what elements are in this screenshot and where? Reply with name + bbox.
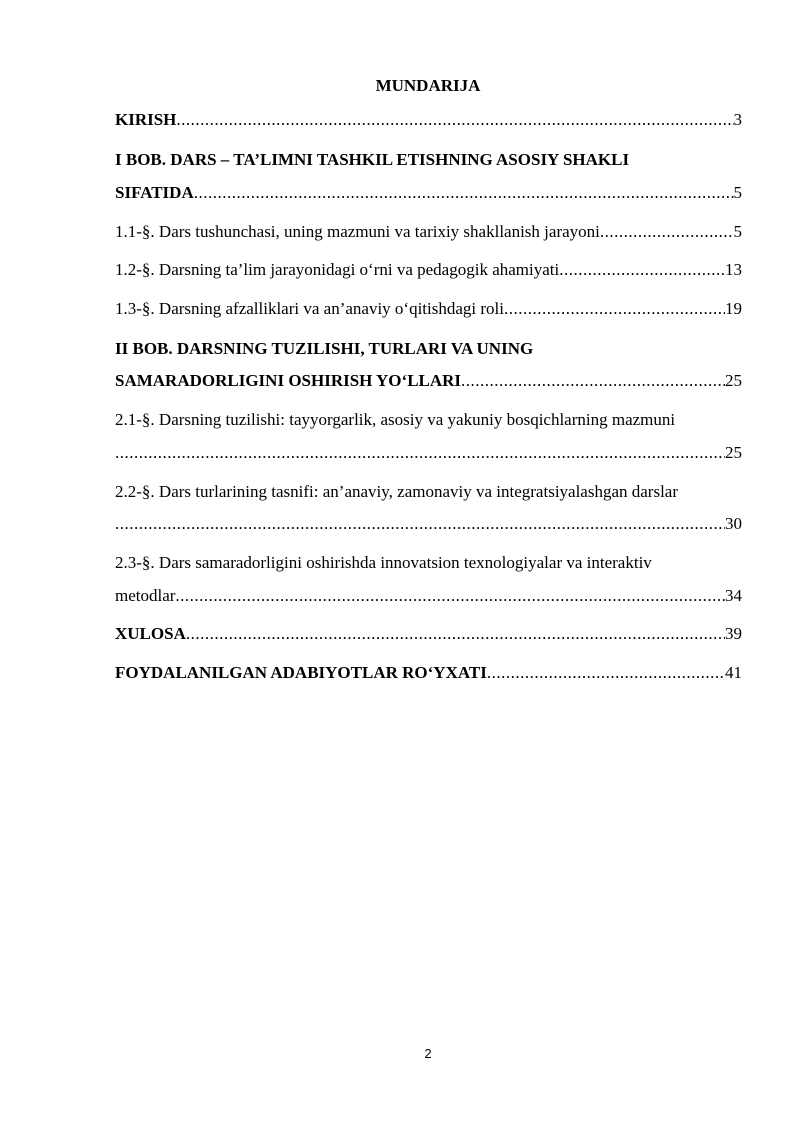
toc-entry-section-1-3[interactable]: [115, 297, 742, 321]
toc-entry-section-2-1-line1[interactable]: 2.1-§. Darsning tuzilishi: tayyorgarlik, asosiy va yakuniy bosqichlarning mazmuni: [115, 410, 676, 429]
toc-dot-leader: [115, 441, 725, 465]
toc-entry-chapter-2-line1[interactable]: II BOB. DARSNING TUZILISHI, TURLARI VA UNING: [115, 339, 534, 358]
toc-dot-leader: [194, 181, 734, 205]
toc-entry-page: 5: [733, 183, 742, 202]
toc-entry-page: 19: [725, 299, 742, 318]
toc-entry-text: metodlar: [115, 586, 176, 605]
toc-dot-leader: [175, 584, 725, 608]
toc-entry-section-2-2[interactable]: [115, 512, 742, 536]
toc-entry-section-2-1[interactable]: [115, 441, 742, 465]
toc-entry-page: 3: [733, 110, 742, 129]
toc-entry-page: 13: [725, 260, 742, 279]
toc-entry-page: 30: [725, 514, 742, 533]
toc-entry-page: 41: [725, 663, 742, 682]
toc-entry-chapter-1[interactable]: [115, 181, 742, 205]
toc-entry-text: KIRISH: [115, 110, 177, 129]
toc-entry-text: 1.3-§. Darsning afzalliklari va an’anaviy o‘qitishdagi roli: [115, 299, 504, 318]
toc-dot-leader: [186, 622, 725, 646]
toc-entry-section-2-3-line1[interactable]: 2.3-§. Dars samaradorligini oshirishda innovatsion texnologiyalar va interaktiv: [115, 553, 652, 572]
toc-entry-chapter-1-line1[interactable]: I BOB. DARS – TA’LIMNI TASHKIL ETISHNING ASOSIY SHAKLI: [115, 150, 630, 169]
toc-entry-section-2-3[interactable]: [115, 584, 742, 608]
toc-dot-leader: [600, 220, 734, 244]
toc-entry-text: XULOSA: [115, 624, 186, 643]
toc-entry-page: 39: [725, 624, 742, 643]
toc-entry-section-1-1[interactable]: [115, 220, 742, 244]
toc-title-wrapper: [0, 76, 800, 96]
toc-entry-page: 25: [725, 443, 742, 462]
toc-dot-leader: [487, 661, 725, 685]
toc-entry-page: 5: [733, 222, 742, 241]
toc-entry-text: 1.1-§. Dars tushunchasi, uning mazmuni va tarixiy shakllanish jarayoni: [115, 222, 600, 241]
toc-entry-text: SIFATIDA: [115, 183, 194, 202]
toc-entry-chapter-2[interactable]: [115, 369, 742, 393]
toc-entry-text: SAMARADORLIGINI OSHIRISH YO‘LLARI: [115, 371, 462, 390]
toc-dot-leader: [176, 108, 733, 132]
toc-title: MUNDARIJA: [375, 76, 481, 95]
toc-entry-text: 1.2-§. Darsning ta’lim jarayonidagi o‘rni va pedagogik ahamiyati: [115, 260, 560, 279]
toc-dot-leader: [115, 512, 725, 536]
toc-entry-references[interactable]: [115, 661, 742, 685]
toc-entry-xulosa[interactable]: [115, 622, 742, 646]
toc-dot-leader: [504, 297, 725, 321]
page-number: 2: [424, 1046, 432, 1061]
toc-entry-text: FOYDALANILGAN ADABIYOTLAR RO‘YXATI: [115, 663, 487, 682]
toc-dot-leader: [559, 258, 725, 282]
toc-entry-page: 34: [725, 586, 742, 605]
toc-entry-kirish[interactable]: [115, 108, 742, 132]
toc-entry-section-2-2-line1[interactable]: 2.2-§. Dars turlarining tasnifi: an’anaviy, zamonaviy va integratsiyalashgan darslar: [115, 482, 679, 501]
toc-entry-section-1-2[interactable]: [115, 258, 742, 282]
toc-entry-page: 25: [725, 371, 742, 390]
toc-dot-leader: [461, 369, 725, 393]
